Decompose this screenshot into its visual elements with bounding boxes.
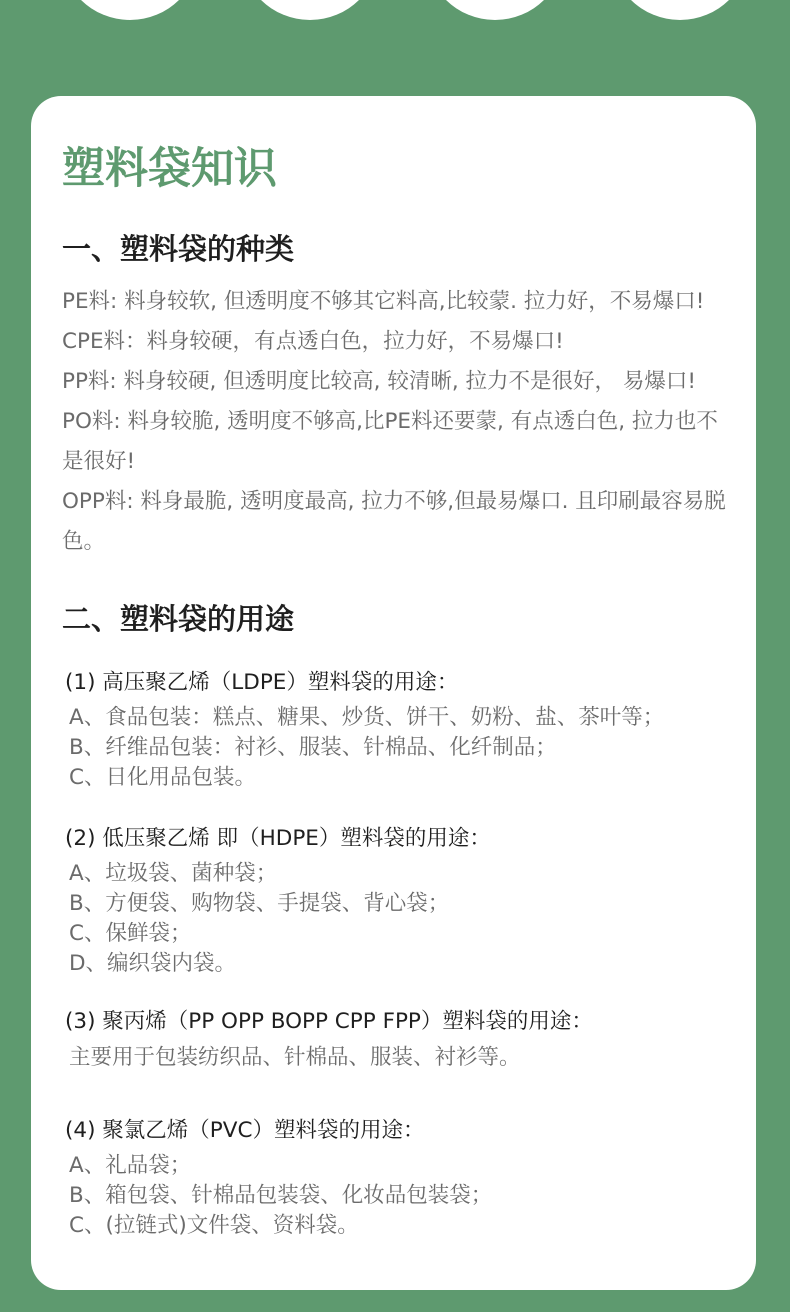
- list-item: B、箱包袋、针棉品包装袋、化妆品包装袋；: [69, 1183, 493, 1208]
- list-item: B、纤维品包装：衬衫、服装、针棉品、化纤制品；: [69, 735, 557, 760]
- list-item: A、食品包装：糕点、糖果、炒货、饼干、奶粉、盐、茶叶等；: [69, 705, 665, 730]
- list-item: C、(拉链式)文件袋、资料袋。: [69, 1213, 359, 1238]
- ldpe-uses-title: (1) 高压聚乙烯（LDPE）塑料袋的用途：: [65, 670, 459, 695]
- pvc-uses-list: [69, 1151, 492, 1241]
- list-item: OPP料: 料身最脆, 透明度最高, 拉力不够,但最易爆口. 且印刷最容易脱色。: [62, 489, 726, 554]
- top-decoration-circle: [60, 0, 200, 20]
- list-item: C、保鲜袋；: [69, 921, 192, 946]
- list-item: PP料: 料身较硬, 但透明度比较高, 较清晰, 拉力不是很好， 易爆口!: [62, 369, 696, 394]
- list-item: A、垃圾袋、菌种袋；: [69, 861, 278, 886]
- list-item: D、编织袋内袋。: [69, 951, 237, 976]
- list-item: PO料: 料身较脆, 透明度不够高,比PE料还要蒙, 有点透白色, 拉力也不是很好!: [62, 409, 718, 474]
- pvc-uses-title: (4) 聚氯乙烯（PVC）塑料袋的用途：: [65, 1118, 425, 1143]
- list-item: CPE料：料身较硬，有点透白色，拉力好，不易爆口!: [62, 329, 564, 354]
- material-types-list: [62, 282, 732, 562]
- hdpe-uses-list: [69, 859, 449, 979]
- pp-uses-list: [69, 1043, 521, 1073]
- top-decoration-circle: [240, 0, 380, 20]
- hdpe-uses-title: (2) 低压聚乙烯 即（HDPE）塑料袋的用途：: [65, 826, 491, 851]
- page-title: 塑料袋知识: [62, 144, 277, 194]
- list-item: C、日化用品包装。: [69, 765, 257, 790]
- list-item: 主要用于包装纺织品、针棉品、服装、衬衫等。: [69, 1045, 521, 1070]
- section-heading-uses: 二、塑料袋的用途: [62, 602, 295, 636]
- pp-uses-title: (3) 聚丙烯（PP OPP BOPP CPP FPP）塑料袋的用途：: [65, 1009, 593, 1034]
- top-decoration-circle: [610, 0, 750, 20]
- content-card: [31, 96, 756, 1290]
- list-item: A、礼品袋；: [69, 1153, 192, 1178]
- top-decoration-circle: [425, 0, 565, 20]
- list-item: PE料: 料身较软, 但透明度不够其它料高,比较蒙. 拉力好，不易爆口!: [62, 289, 705, 314]
- ldpe-uses-list: [69, 703, 664, 793]
- section-heading-types: 一、塑料袋的种类: [62, 232, 295, 266]
- list-item: B、方便袋、购物袋、手提袋、背心袋；: [69, 891, 450, 916]
